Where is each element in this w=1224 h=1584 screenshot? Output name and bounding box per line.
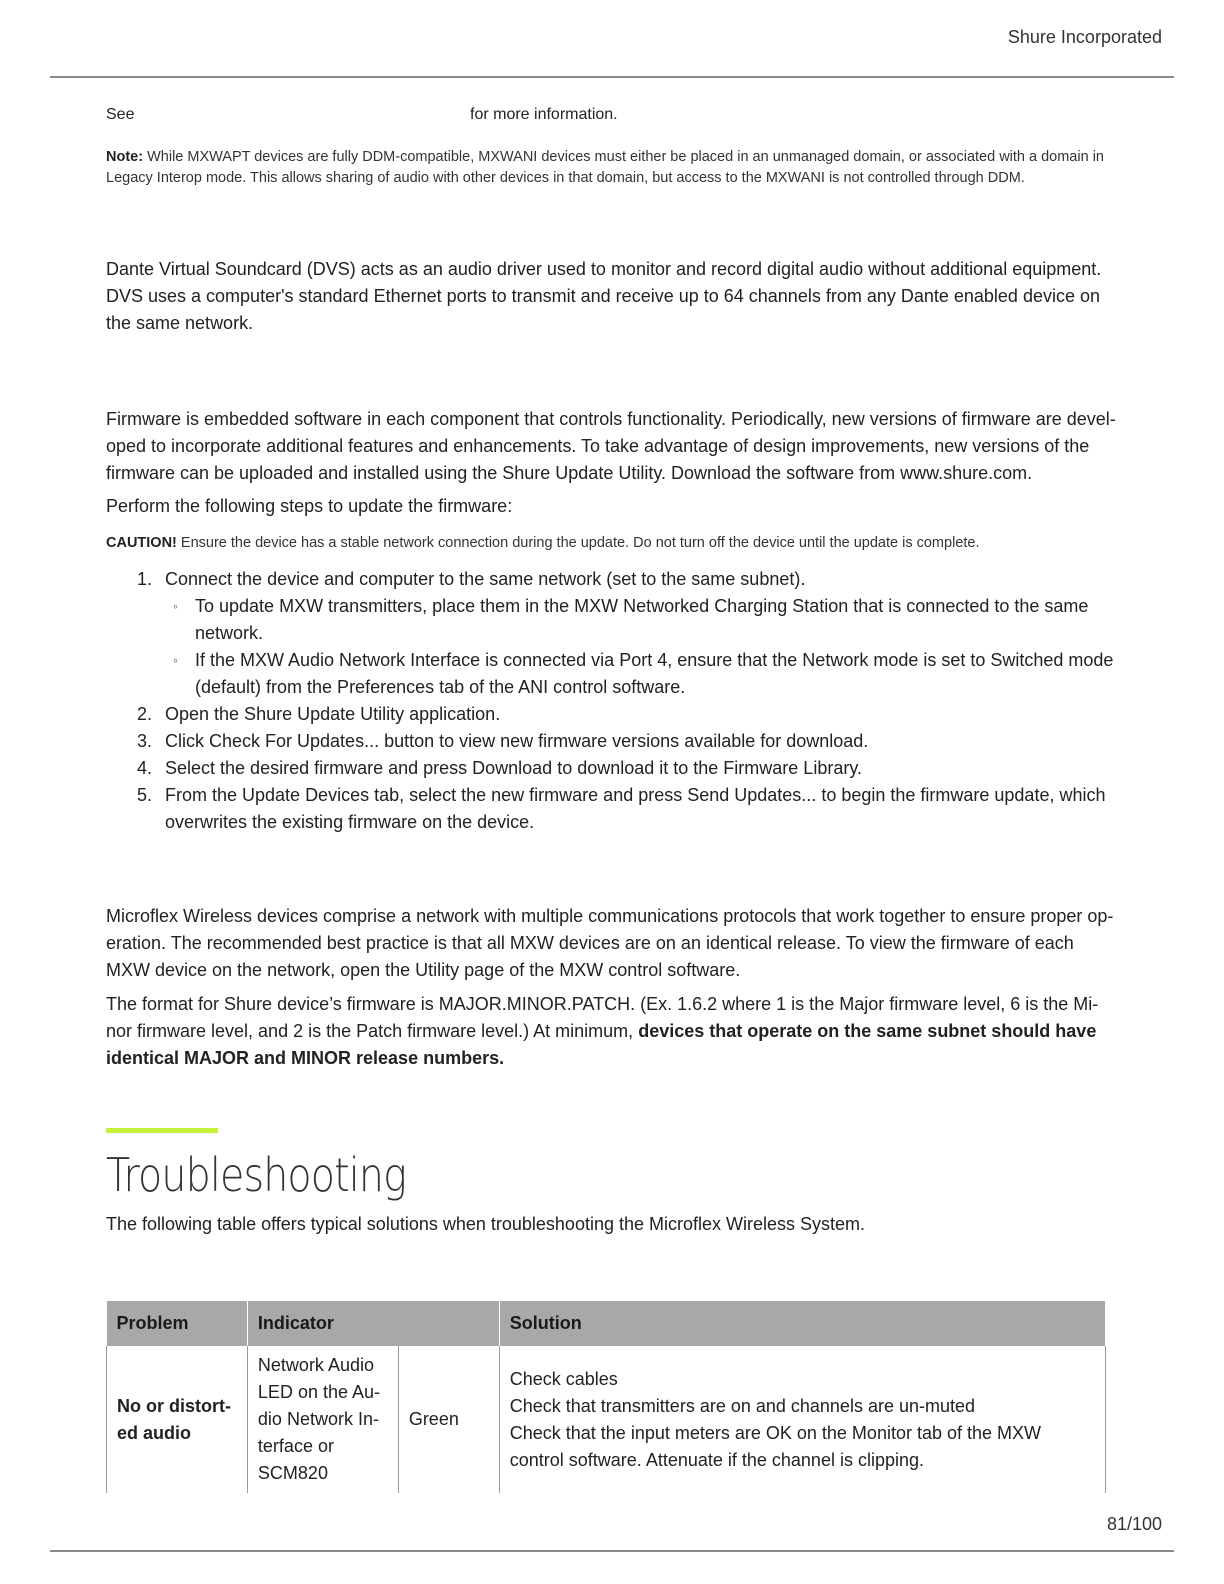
step-number: 5. xyxy=(137,785,153,805)
cell-state: Green xyxy=(398,1346,499,1493)
caution-label: CAUTION! xyxy=(106,535,177,551)
step-number: 4. xyxy=(137,758,153,778)
substep-text: If the MXW Audio Network Interface is connected via Port 4, ensure that the Network mode is set to Switched mode (default) from the Preferences tab of the ANI control software. xyxy=(195,650,1114,697)
bullet-icon: ◦ xyxy=(173,652,178,668)
step-number: 3. xyxy=(137,731,153,751)
footer-divider xyxy=(50,1550,1174,1552)
firmware-steps-list xyxy=(106,566,1118,836)
cell-solution xyxy=(499,1346,1105,1493)
list-item xyxy=(165,647,1118,701)
firmware-perform: Perform the following steps to update the firmware: xyxy=(106,496,513,516)
substep-text: To update MXW transmitters, place them in the MXW Networked Charging Station that is connected to the same network. xyxy=(195,596,1089,643)
header-solution: Solution xyxy=(499,1301,1105,1346)
list-item xyxy=(106,728,1118,755)
cell-indicator: Network Audio LED on the Au-dio Network In-terface or SCM820 xyxy=(247,1346,398,1493)
step-text: Connect the device and computer to the same network (set to the same subnet). xyxy=(165,569,806,589)
list-item xyxy=(106,782,1118,836)
step-text: Open the Shure Update Utility application. xyxy=(165,704,501,724)
list-item xyxy=(106,755,1118,782)
cell-problem: No or distort-ed audio xyxy=(107,1346,248,1493)
header-problem: Problem xyxy=(107,1301,248,1346)
section-accent-bar xyxy=(106,1128,218,1133)
list-item xyxy=(165,593,1118,647)
more-info-text: for more information. xyxy=(470,106,618,123)
troubleshooting-table-wrapper xyxy=(106,1301,1118,1501)
header-divider xyxy=(50,76,1174,78)
step-text: Select the desired firmware and press Download to download it to the Firmware Library. xyxy=(165,758,862,778)
caution-text: Ensure the device has a stable network connection during the update. Do not turn off the device until the update is complete. xyxy=(180,535,980,551)
dvs-paragraph: Dante Virtual Soundcard (DVS) acts as an audio driver used to monitor and record digital audio without additional equipment. DVS uses a computer's standard Ethernet ports to transmit and receive up to 64 channels from any Dante enabled device on the same network. xyxy=(106,259,1102,333)
table-header-row xyxy=(107,1301,1106,1346)
solution-line: Check that transmitters are on and channels are un-muted xyxy=(509,1395,975,1416)
troubleshooting-intro: The following table offers typical solutions when troubleshooting the Microflex Wireless System. xyxy=(106,1214,866,1234)
see-reference-line xyxy=(106,106,1118,133)
ddm-note xyxy=(106,147,1118,189)
page-content xyxy=(106,106,1118,1501)
substeps-list xyxy=(165,593,1118,701)
troubleshooting-title: Troubleshooting xyxy=(106,1148,406,1202)
step-number: 2. xyxy=(137,704,153,724)
page-number: 81/100 xyxy=(1106,1514,1162,1534)
bullet-icon: ◦ xyxy=(173,598,178,614)
mxw-release-paragraph: Microflex Wireless devices comprise a network with multiple communications protocols that work together to ensure proper op-eration. The recommended best practice is that all MXW devices are on an identical release. To view the firmware of each MXW device on the network, open the Utility page of the MXW control software. xyxy=(106,906,1114,980)
format-text: The format for Shure device’s firmware is MAJOR.MINOR.PATCH. (Ex. 1.6.2 where 1 is the Major firmware level, 6 is the Mi-nor firmware level, and 2 is the Patch firmware level.) At minimum, xyxy=(106,994,1099,1041)
header-indicator: Indicator xyxy=(247,1301,499,1346)
step-text: From the Update Devices tab, select the new firmware and press Send Updates... to begin the firmware update, which overwrites the existing firmware on the device. xyxy=(165,785,1106,832)
table-row xyxy=(107,1346,1106,1493)
firmware-intro: Firmware is embedded software in each component that controls functionality. Periodically, new versions of firmware are devel-oped to incorporate additional features and enhancements. To take advantage of design improvements, new versions of the firmware can be uploaded and installed using the Shure Update Utility. Download the software from www.shure.com. xyxy=(106,409,1116,483)
troubleshooting-table xyxy=(106,1301,1106,1493)
list-item xyxy=(106,566,1118,701)
firmware-format-paragraph xyxy=(106,991,1118,1072)
caution-note xyxy=(106,533,1118,554)
step-text: Click Check For Updates... button to view new firmware versions available for download. xyxy=(165,731,869,751)
note-text: While MXWAPT devices are fully DDM-compatible, MXWANI devices must either be placed in an unmanaged domain, or associated with a domain in Legacy Interop mode. This allows sharing of audio with other devices in that domain, but access to the MXWANI is not controlled through DDM. xyxy=(106,149,1104,186)
note-label: Note: xyxy=(106,149,144,165)
list-item xyxy=(106,701,1118,728)
solution-line: Check cables xyxy=(509,1368,618,1389)
solution-line: Check that the input meters are OK on the Monitor tab of the MXW control software. Attenuate if the channel is clipping. xyxy=(509,1422,1042,1470)
see-text: See xyxy=(106,106,135,123)
step-number: 1. xyxy=(137,569,153,589)
header-company-name: Shure Incorporated xyxy=(1007,27,1162,47)
format-emphasis: devices that operate on the same subnet should have identical MAJOR and MINOR release numbers. xyxy=(106,1021,1097,1068)
